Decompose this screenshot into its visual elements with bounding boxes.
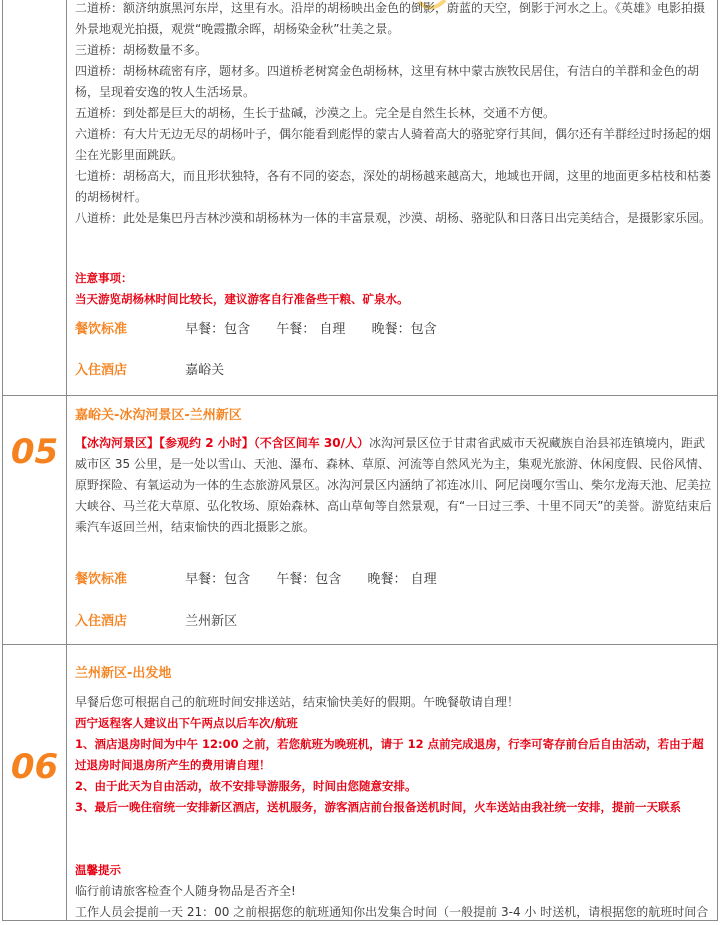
bridge-5-text: 五道桥：到处都是巨大的胡杨，生长于盐碱，沙漠之上。完全是自然生长林，交通不方便。 — [75, 106, 556, 120]
tips-line-2: 工作人员会提前一天 21：00 之前根据您的航班通知你出发集合时间（一般提前 3-4 小 时送机，请根据您的航班时间合 — [75, 905, 709, 919]
day-number-06: 06 — [10, 747, 59, 787]
day05-desc-text: 冰沟河景区位于甘肃省武威市天祝藏族自治县祁连镇境内，距武威市区 35 公里，是一处以雪山、天池、瀑布、森林、草原、河流等自然风光为主，集观光旅游、休闲度假、民俗风情、原野探险、有氧运动为一体的生态旅游风景区。冰沟河景区内涵纳了祁连冰川、阿尼岗嘎尔雪山、柴尔龙海天池、尼美拉大峡谷、马兰花大草原、弘化牧场、原始森林、高山草甸等自然景观，有“一日过三季、十里不同天”的美誉。游览结束后乘汽车返回兰州，结束愉快的西北摄影之旅。 — [75, 436, 712, 534]
breakfast-value: 早餐：包含 — [185, 322, 251, 337]
checkout-rule: 1、酒店退房时间为中午 12:00 之前，若您航班为晚班机，请于 12 点前完成退房，行李可寄存前台后自由活动，若由于超过退房时间退房所产生的费用请自理！ — [75, 737, 704, 772]
bridge-7-text: 七道桥：胡杨高大，而且形状独特，各有不同的姿态，深处的胡杨越来越高大，地域也开阔，这里的地面更多枯枝和枯萎的胡杨树杆。 — [75, 169, 712, 204]
meal-label: 餐饮标准 — [75, 322, 128, 337]
dinner-value: 晚餐：包含 — [371, 322, 437, 337]
day05-hotel-row — [75, 612, 713, 632]
notice-title: 注意事项： — [75, 271, 133, 285]
breakfast-value: 早餐：包含 — [185, 572, 251, 587]
lunch-value: 午餐：包含 — [276, 572, 342, 587]
day06-intro: 早餐后您可根据自己的航班时间安排送站，结束愉快美好的假期。午晚餐敬请自理！ — [75, 695, 520, 709]
shuttle-fee-tag: （不含区间车 30/人） — [253, 436, 369, 450]
day06-body — [75, 692, 713, 818]
warm-tips — [75, 860, 713, 923]
meal-label: 餐饮标准 — [75, 572, 128, 587]
bridge-4-text: 四道桥：胡杨林疏密有序，题材多。四道桥老树窝金色胡杨林，这里有林中蒙古族牧民居住，有洁白的羊群和金色的胡杨，呈现着安逸的牧人生活场景。 — [75, 64, 700, 99]
dinner-value: 晚餐： 自理 — [367, 572, 437, 587]
day06-route-title: 兰州新区-出发地 — [75, 666, 172, 681]
scenic-tag: 【冰沟河景区】 — [75, 436, 160, 450]
bridge-2-text: 二道桥：额济纳旗黑河东岸，这里有水。沿岸的胡杨映出金色的倒影，蔚蓝的天空，倒影于河水之上。《英雄》电影拍摄外景地观光拍摄，观赏“晚霞撒余晖，胡杨染金秋”壮美之景。 — [75, 1, 706, 36]
day05-title — [75, 404, 713, 423]
itinerary-table — [2, 0, 718, 921]
bridge-6-text: 六道桥：有大片无边无尽的胡杨叶子，偶尔能看到彪悍的蒙古人骑着高大的骆驼穿行其间，偶尔还有羊群经过时扬起的烟尘在光影里面跳跃。 — [75, 127, 712, 162]
bridge-8-text: 八道桥：此处是集巴丹吉林沙漠和胡杨林为一体的丰富景观，沙漠、胡杨、骆驼队和日落日出完美结合，是摄影家乐园。 — [75, 211, 712, 225]
notice-block — [75, 268, 713, 310]
bridge-3-text: 三道桥：胡杨数量不多。 — [75, 43, 208, 57]
tips-title: 温馨提示 — [75, 863, 121, 877]
free-activity-rule: 2、由于此天为自由活动，故不安排导游服务，时间由您随意安排。 — [75, 779, 417, 793]
hotel-value: 嘉峪关 — [185, 363, 225, 378]
day05-meal-row — [75, 570, 713, 590]
last-night-rule: 3、最后一晚住宿统一安排新区酒店，送机服务，游客酒店前台报备送机时间，火车送站由我社统一安排，提前一天联系 — [75, 800, 681, 814]
day-number-05: 05 — [10, 432, 59, 472]
tips-line-1: 临行前请旅客检查个人随身物品是否齐全! — [75, 884, 296, 898]
hotel-row — [75, 361, 713, 381]
return-advice: 西宁返程客人建议出下午两点以后车次/航班 — [75, 716, 298, 730]
column-divider — [66, 0, 67, 920]
duration-tag: 【参观约 2 小时】 — [159, 436, 254, 450]
day04-continued-section — [75, 0, 713, 229]
meal-standard-row — [75, 320, 713, 340]
row-divider — [3, 395, 717, 396]
lunch-value: 午餐： 自理 — [276, 322, 346, 337]
hotel-value: 兰州新区 — [185, 614, 238, 629]
hotel-label: 入住酒店 — [75, 614, 128, 629]
day05-route-title: 嘉峪关-冰沟河景区-兰州新区 — [75, 408, 242, 423]
day05-description — [75, 433, 713, 538]
day06-title — [75, 662, 713, 681]
row-divider — [3, 644, 717, 645]
hotel-label: 入住酒店 — [75, 363, 128, 378]
notice-text: 当天游览胡杨林时间比较长，建议游客自行准备些干粮、矿泉水。 — [75, 292, 409, 306]
